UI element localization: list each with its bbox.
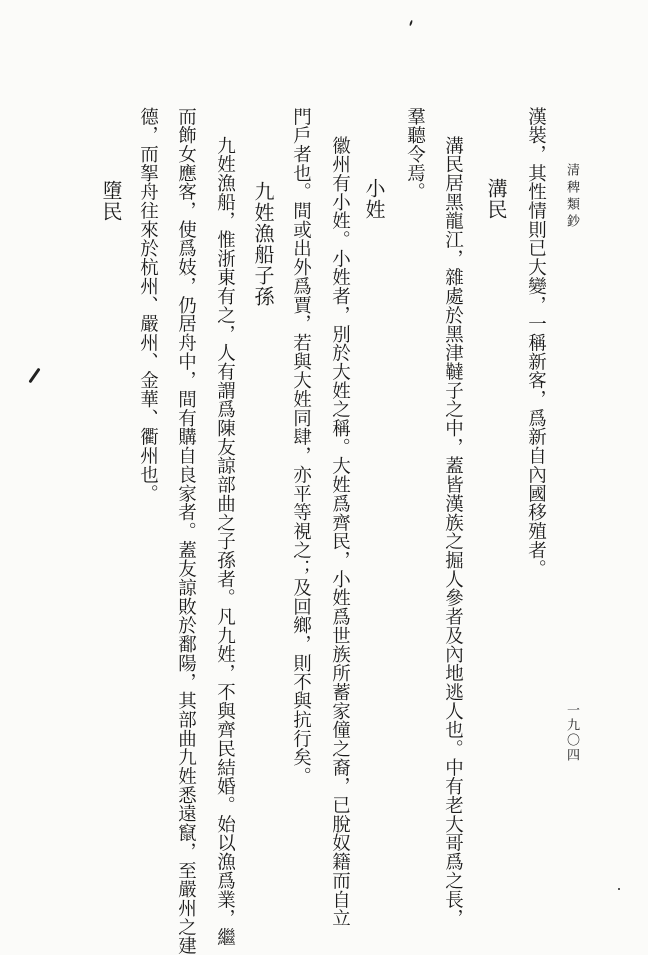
scan-speck-bottom [618, 888, 620, 890]
text-line-8: 德，而挐舟往來於杭州、嚴州、金華、衢州也。 [137, 107, 159, 503]
text-line-1: 漢裝，其性情則已大變，一稱新客，爲新自內國移殖者。 [525, 107, 547, 579]
scan-pen-stroke [28, 368, 40, 384]
section-heading-duomin: 墮民 [99, 180, 123, 222]
text-line-4: 徽州有小姓。小姓者，別於大姓之稱。大姓爲齊民，小姓爲世族所蓄家僮之裔，已脫奴籍而自立 [329, 136, 351, 928]
text-line-6: 九姓漁船，惟浙東有之，人有謂爲陳友諒部曲之子孫者。凡九姓，不與齊民結婚。始以漁爲業，繼 [214, 136, 236, 947]
text-line-3: 羣聽令焉。 [404, 107, 426, 202]
section-heading-xiaoxing: 小姓 [362, 178, 386, 220]
section-heading-goumin: 溝民 [484, 178, 508, 220]
text-line-7: 而飾女應客，使爲妓，仍居舟中，間有購自良家者。蓋友諒敗於鄱陽，其部曲九姓悉遠竄，至嚴州之建 [175, 107, 197, 955]
section-heading-jiuxing: 九姓漁船子孫 [251, 181, 275, 307]
text-line-5: 門戶者也。間或出外爲賈，若與大姓同肆，亦平等視之；及回鄉，則不與抗行矣。 [290, 107, 312, 786]
page-number: 一九〇四 [564, 703, 579, 763]
text-line-2: 溝民居黑龍江，雜處於黑津韃子之中，蓋皆漢族之掘人參者及內地逃人也。中有老大哥爲之長， [442, 136, 464, 928]
scan-speck-top [409, 20, 413, 26]
running-header-title: 清稗類鈔 [564, 163, 579, 231]
